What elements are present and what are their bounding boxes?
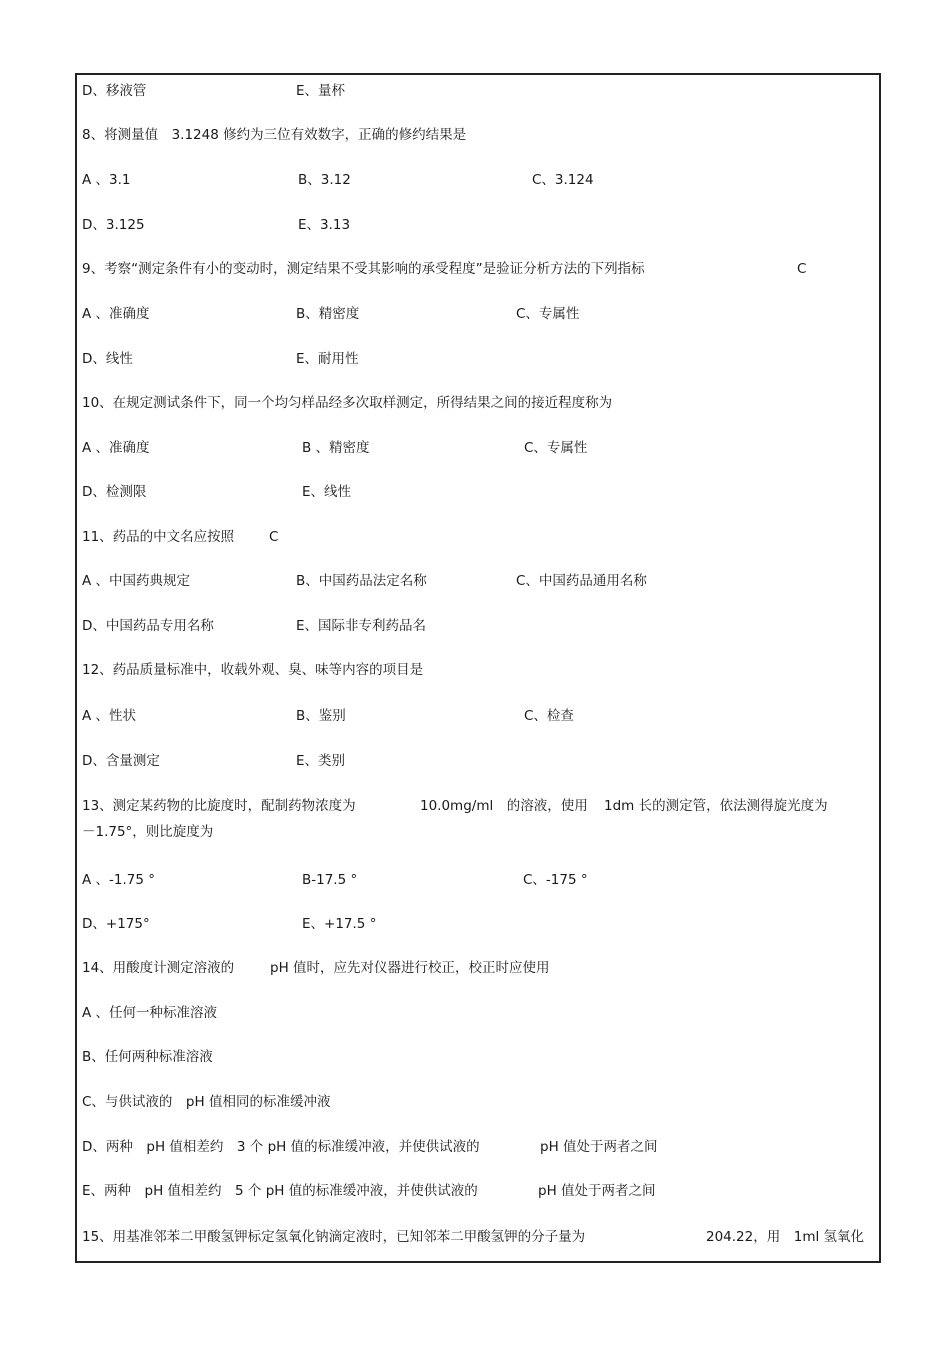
text-line-segment: pH 值时，应先对仪器进行校正，校正时应使用 [270,960,550,976]
text-line: 11、药品的中文名应按照 [82,529,235,545]
text-line-segment: pH 值处于两者之间 [540,1139,658,1155]
text-line: 15、用基准邻苯二甲酸氢钾标定氢氧化钠滴定液时，已知邻苯二甲酸氢钾的分子量为 [82,1229,586,1245]
text-line-segment: E、耐用性 [296,351,359,367]
text-line: A 、任何一种标准溶液 [82,1005,218,1021]
text-line: A 、性状 [82,708,137,724]
text-line: D、移液管 [82,83,147,99]
text-line: A 、准确度 [82,306,150,322]
text-line: A 、中国药典规定 [82,573,191,589]
text-line-segment: E、3.13 [298,217,351,233]
text-line: A 、3.1 [82,172,131,188]
text-line-segment: C、3.124 [532,172,594,188]
text-line: 13、测定某药物的比旋度时，配制药物浓度为 [82,798,356,814]
text-line: E、两种 pH 值相差约 5 个 pH 值的标准缓冲液，并使供试液的 [82,1183,478,1199]
text-line-segment: C、专属性 [516,306,580,322]
text-line: D、+175° [82,916,150,932]
text-line-segment: 10.0mg/ml 的溶液，使用 [420,798,588,814]
text-line-segment: E、国际非专利药品名 [296,618,427,634]
text-line: A 、-1.75 ° [82,872,155,888]
text-line-segment: E、+17.5 ° [302,916,377,932]
text-line-segment: B 、精密度 [302,440,370,456]
text-line: D、中国药品专用名称 [82,618,214,634]
text-line-segment: B、中国药品法定名称 [296,573,427,589]
text-line: －1.75°，则比旋度为 [82,824,214,840]
text-line-segment: E、类别 [296,753,346,769]
text-line: D、检测限 [82,484,147,500]
text-line-segment: B、鉴别 [296,708,346,724]
text-line: B、任何两种标准溶液 [82,1049,213,1065]
text-line: D、两种 pH 值相差约 3 个 pH 值的标准缓冲液，并使供试液的 [82,1139,480,1155]
text-line: D、线性 [82,351,133,367]
text-line-segment: C [269,529,279,545]
text-line: D、含量测定 [82,753,160,769]
text-line-segment: 204.22，用 1ml 氢氧化 [706,1229,865,1245]
text-line: C、与供试液的 pH 值相同的标准缓冲液 [82,1094,331,1110]
text-line-segment: B-17.5 ° [302,872,358,888]
text-line-segment: B、精密度 [296,306,360,322]
text-line-segment: C [797,261,807,277]
text-line-segment: C、中国药品通用名称 [516,573,647,589]
text-line-segment: E、线性 [302,484,352,500]
text-line: D、3.125 [82,217,145,233]
text-line-segment: pH 值处于两者之间 [538,1183,656,1199]
text-line: 8、将测量值 3.1248 修约为三位有效数字，正确的修约结果是 [82,127,467,143]
text-line-segment: C、-175 ° [523,872,588,888]
text-line-segment: B、3.12 [298,172,351,188]
text-line: 14、用酸度计测定溶液的 [82,960,235,976]
text-line: 12、药品质量标准中，收载外观、臭、味等内容的项目是 [82,662,424,678]
text-line-segment: 1dm 长的测定管，依法测得旋光度为 [604,798,828,814]
text-line: 10、在规定测试条件下，同一个均匀样品经多次取样测定，所得结果之间的接近程度称为 [82,395,613,411]
text-line-segment: C、检查 [524,708,574,724]
text-line-segment: C、专属性 [524,440,588,456]
text-line-segment: E、量杯 [296,83,346,99]
text-line: A 、准确度 [82,440,150,456]
text-line: 9、考察“测定条件有小的变动时，测定结果不受其影响的承受程度”是验证分析方法的下列指标 [82,261,645,277]
